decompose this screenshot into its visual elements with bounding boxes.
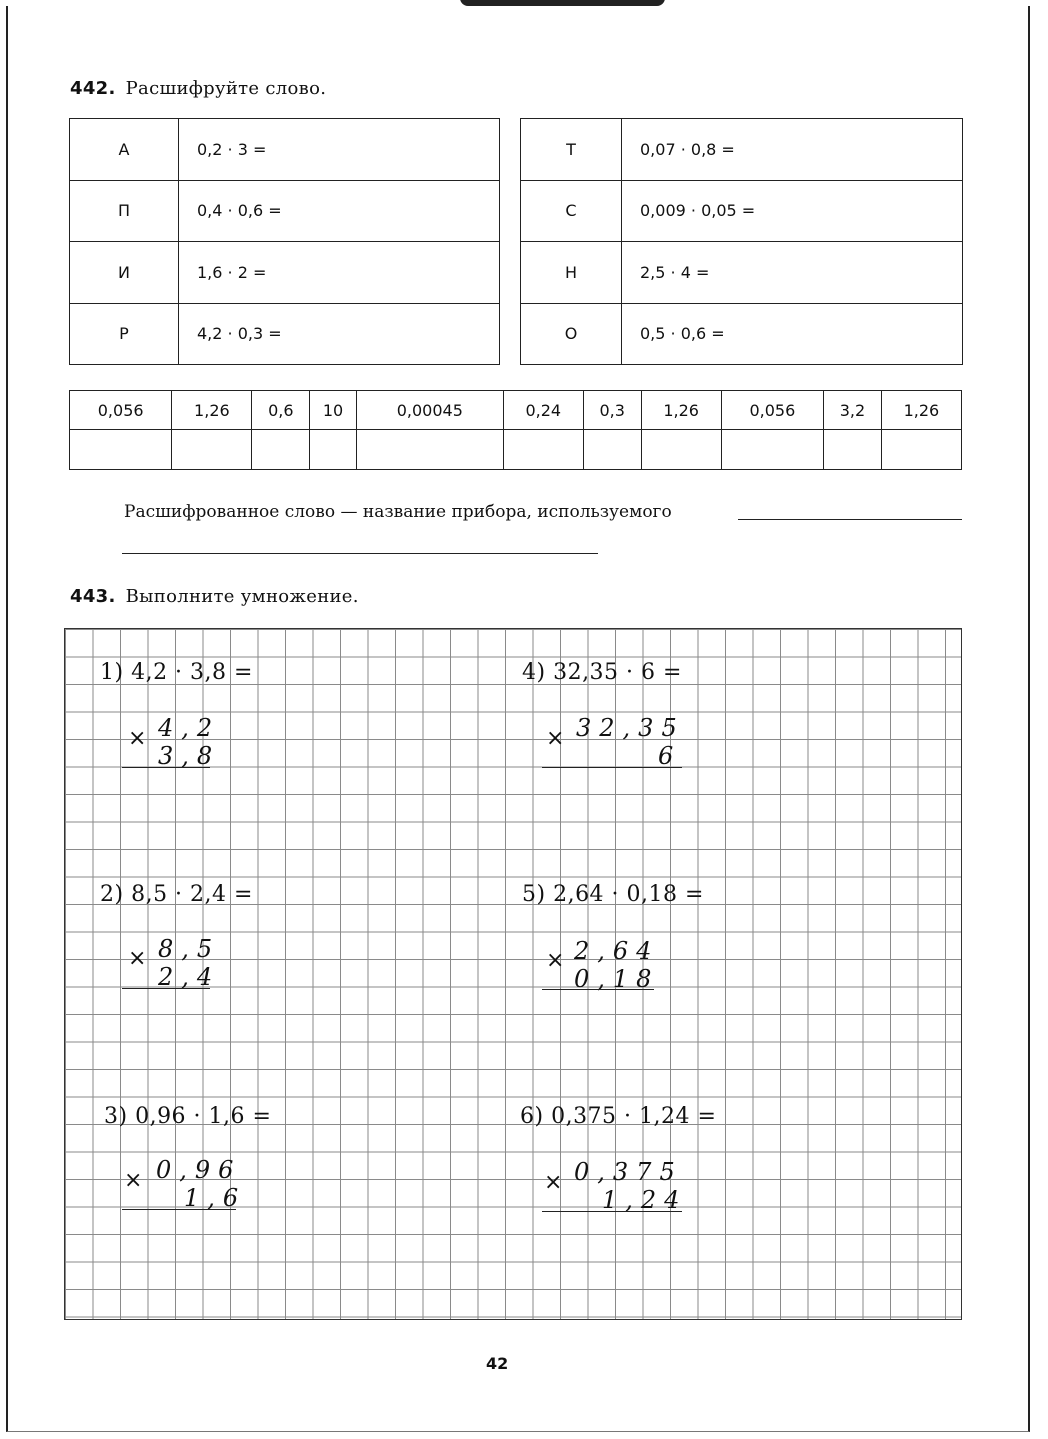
cipher-expression: 4,2 · 0,3 =	[179, 303, 500, 365]
page-number: 42	[486, 1354, 509, 1373]
task-1-multiplicand: 4,2	[158, 714, 221, 742]
answer-letter-cell[interactable]	[824, 430, 882, 470]
cipher-letter: Т	[521, 119, 622, 181]
task-5-label: 5) 2,64 · 0,18 =	[522, 882, 704, 907]
exercise-442-number: 442.	[70, 78, 116, 99]
cipher-letter: Н	[521, 242, 622, 304]
answer-value: 1,26	[881, 391, 961, 430]
exercise-442-title	[70, 78, 326, 99]
cipher-letter: Р	[70, 303, 179, 365]
exercise-443-number: 443.	[70, 586, 116, 607]
exercise-443-title	[70, 586, 359, 607]
task-2-label: 2) 8,5 · 2,4 =	[100, 882, 253, 907]
exercise-442-text: Расшифруйте слово.	[125, 78, 327, 99]
answer-value: 0,24	[503, 391, 583, 430]
task-3-multiplier: 1,6	[184, 1184, 247, 1212]
exercise-443-text: Выполните умножение.	[125, 586, 359, 607]
cipher-letter: П	[70, 180, 179, 242]
task-6-multiplier: 1,24	[602, 1186, 688, 1214]
cipher-expression: 1,6 · 2 =	[179, 242, 500, 304]
cipher-row	[70, 242, 963, 304]
cipher-gap	[500, 180, 521, 242]
cipher-row	[70, 303, 963, 365]
times-icon: ×	[546, 948, 565, 973]
cipher-letter: И	[70, 242, 179, 304]
cipher-row	[70, 119, 963, 181]
task-5-underline	[542, 989, 654, 990]
task-1-label: 1) 4,2 · 3,8 =	[100, 660, 253, 685]
task-6-label: 6) 0,375 · 1,24 =	[520, 1104, 717, 1129]
cipher-table	[69, 118, 963, 365]
answer-letter-cell[interactable]	[721, 430, 823, 470]
cipher-row	[70, 180, 963, 242]
answer-letter-cell[interactable]	[252, 430, 310, 470]
task-3-underline	[122, 1209, 236, 1210]
answer-value: 1,26	[172, 391, 252, 430]
answer-value: 0,3	[583, 391, 641, 430]
cipher-gap	[500, 242, 521, 304]
cipher-gap	[500, 119, 521, 181]
task-4-underline	[542, 767, 682, 768]
cipher-expression: 0,009 · 0,05 =	[622, 180, 963, 242]
cipher-expression: 0,07 · 0,8 =	[622, 119, 963, 181]
task-2-underline	[122, 988, 210, 989]
task-3-multiplicand: 0,96	[156, 1156, 242, 1184]
times-icon: ×	[544, 1170, 563, 1195]
cipher-letter: О	[521, 303, 622, 365]
page-header-mark	[460, 0, 665, 6]
task-4-multiplier: 6	[658, 742, 682, 770]
cipher-gap	[500, 303, 521, 365]
task-6-underline	[542, 1211, 682, 1212]
task-1-multiplier: 3,8	[158, 742, 221, 770]
times-icon: ×	[128, 946, 147, 971]
answer-line[interactable]	[738, 503, 962, 520]
answer-letter-cell[interactable]	[583, 430, 641, 470]
answer-value: 0,00045	[356, 391, 503, 430]
cipher-expression: 0,4 · 0,6 =	[179, 180, 500, 242]
answer-value: 0,056	[70, 391, 172, 430]
answer-table	[69, 390, 962, 470]
answer-letter-cell[interactable]	[641, 430, 721, 470]
answer-value: 3,2	[824, 391, 882, 430]
cipher-expression: 0,5 · 0,6 =	[622, 303, 963, 365]
times-icon: ×	[546, 726, 565, 751]
cipher-letter: С	[521, 180, 622, 242]
answer-values-row	[70, 391, 962, 430]
times-icon: ×	[124, 1168, 143, 1193]
answer-value: 0,056	[721, 391, 823, 430]
answer-value: 0,6	[252, 391, 310, 430]
task-2-multiplier: 2,4	[158, 963, 221, 991]
task-5-multiplicand: 2,64	[574, 937, 660, 965]
task-6-multiplicand: 0,375	[574, 1158, 683, 1186]
answer-letter-cell[interactable]	[70, 430, 172, 470]
answer-value: 10	[310, 391, 357, 430]
task-5-multiplier: 0,18	[574, 965, 660, 993]
answer-letters-row	[70, 430, 962, 470]
answer-letter-cell[interactable]	[310, 430, 357, 470]
answer-letter-cell[interactable]	[503, 430, 583, 470]
answer-value: 1,26	[641, 391, 721, 430]
cipher-letter: А	[70, 119, 179, 181]
cipher-expression: 0,2 · 3 =	[179, 119, 500, 181]
cipher-expression: 2,5 · 4 =	[622, 242, 963, 304]
task-1-underline	[122, 767, 210, 768]
task-4-label: 4) 32,35 · 6 =	[522, 660, 682, 685]
decoded-word-sentence: Расшифрованное слово — название прибора, используемого	[124, 502, 672, 522]
times-icon: ×	[128, 726, 147, 751]
task-3-label: 3) 0,96 · 1,6 =	[104, 1104, 272, 1129]
answer-line[interactable]	[122, 537, 598, 554]
task-2-multiplicand: 8,5	[158, 935, 221, 963]
answer-letter-cell[interactable]	[356, 430, 503, 470]
answer-letter-cell[interactable]	[172, 430, 252, 470]
answer-letter-cell[interactable]	[881, 430, 961, 470]
task-4-multiplicand: 32,35	[576, 714, 685, 742]
